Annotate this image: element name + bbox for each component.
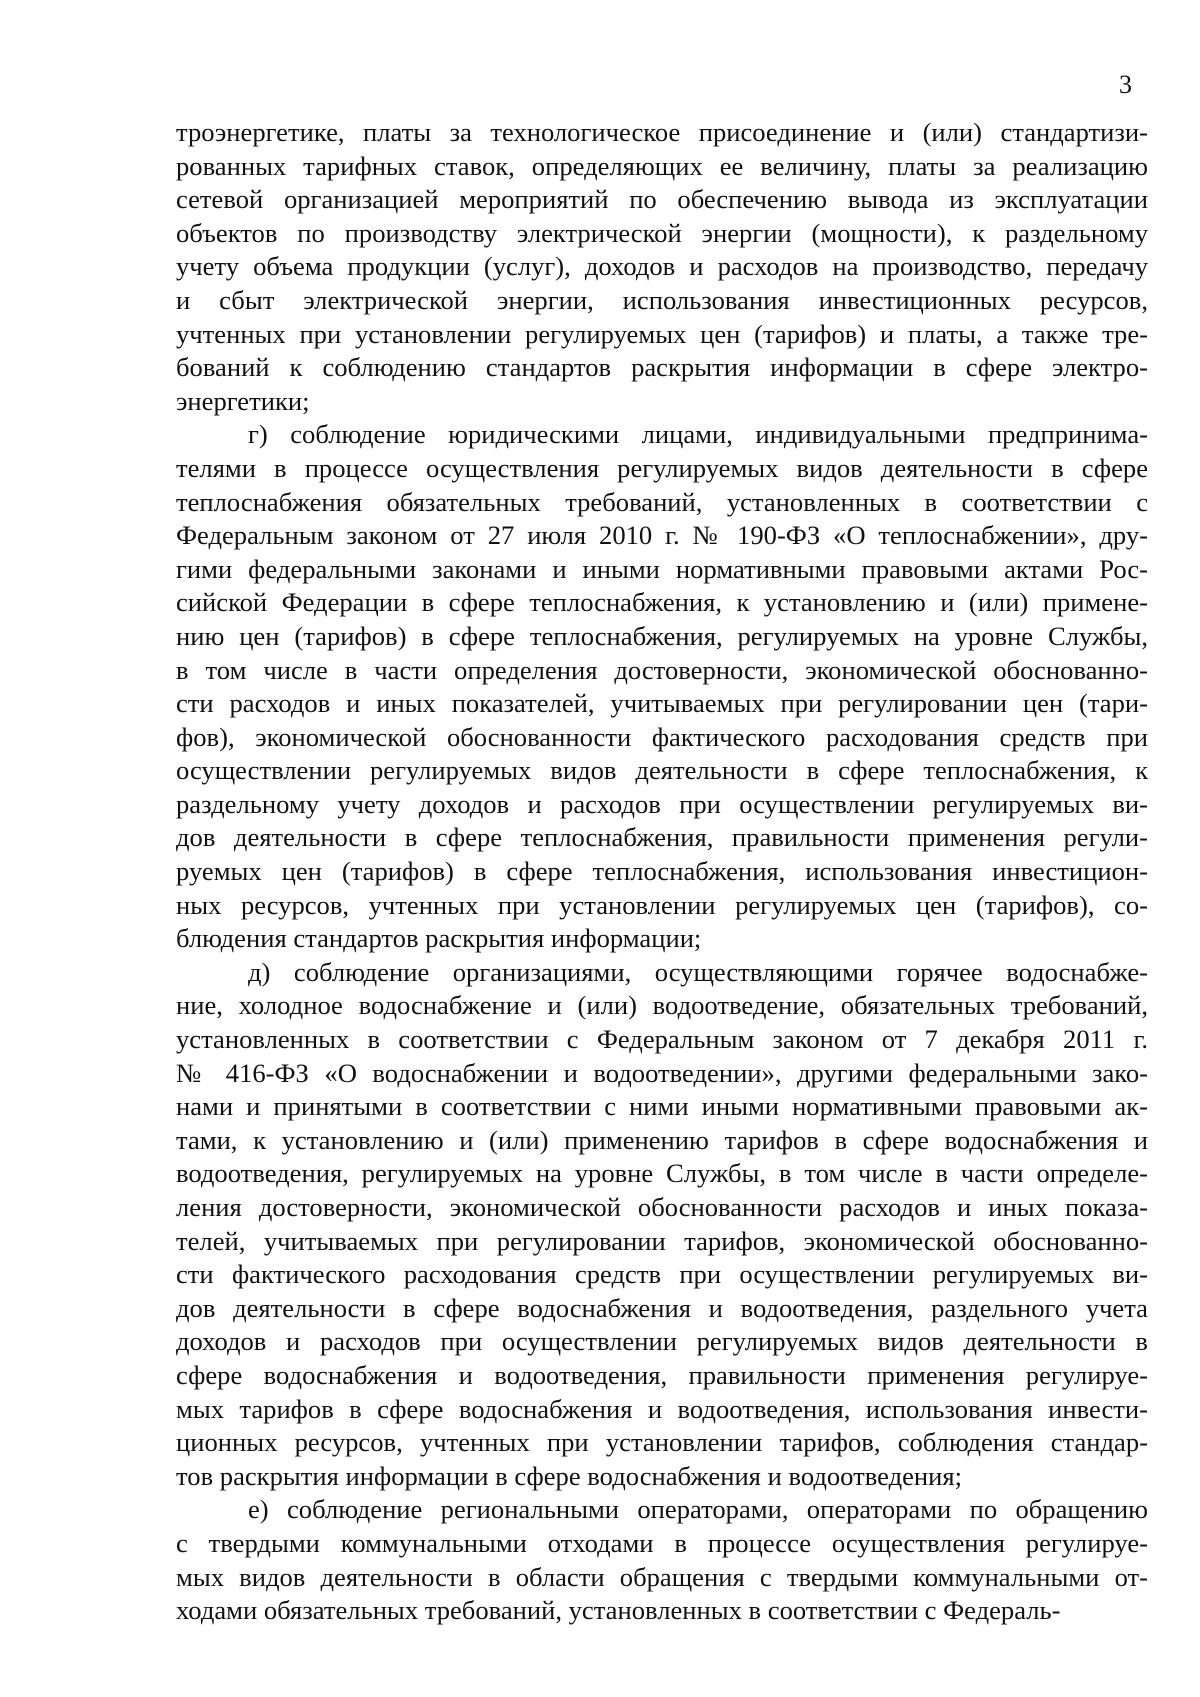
text-line: с твердыми коммунальными отходами в процессе осуществления регулируе- — [176, 1527, 1148, 1558]
text-line: водоотведения, регулируемых на уровне Службы, в том числе в части определе- — [176, 1158, 1148, 1189]
text-line: осуществлении регулируемых видов деятельности в сфере теплоснабжения, к — [176, 755, 1148, 786]
text-line: тами, к установлению и (или) применению тарифов в сфере водоснабжения и — [176, 1124, 1148, 1155]
text-line: тов раскрытия информации в сфере водоснабжения и водоотведения; — [176, 1460, 963, 1491]
text-line: д) соблюдение организациями, осуществляющими горячее водоснабже- — [248, 956, 1148, 987]
text-line: сетевой организацией мероприятий по обеспечению вывода из эксплуатации — [176, 184, 1148, 215]
text-line: в том числе в части определения достоверности, экономической обоснованно- — [176, 654, 1148, 685]
text-line: телями в процессе осуществления регулируемых видов деятельности в сфере — [176, 452, 1148, 483]
document-body — [176, 116, 1148, 1628]
page-number: 3 — [1119, 70, 1132, 99]
paragraph-item-d — [176, 956, 1148, 1494]
text-line: теплоснабжения обязательных требований, установленных в соответствии с — [176, 486, 1148, 517]
text-line: ления достоверности, экономической обоснованности расходов и иных показа- — [176, 1192, 1148, 1222]
text-line: Федеральным законом от 27 июля 2010 г. № 190-ФЗ «О теплоснабжении», дру- — [176, 520, 1148, 551]
text-line: бований к соблюдению стандартов раскрытия информации в сфере электро- — [176, 352, 1148, 383]
text-line: г) соблюдение юридическими лицами, индивидуальными предпринима- — [248, 419, 1148, 450]
text-line: объектов по производству электрической энергии (мощности), к раздельному — [176, 217, 1148, 248]
text-line: сийской Федерации в сфере теплоснабжения, к установлению и (или) примене- — [176, 587, 1148, 618]
text-line: нами и принятыми в соответствии с ними иными нормативными правовыми ак- — [176, 1091, 1148, 1122]
text-line: ние, холодное водоснабжение и (или) водоотведение, обязательных требований, — [176, 990, 1148, 1021]
text-line: сти расходов и иных показателей, учитываемых при регулировании цен (тари- — [176, 688, 1148, 719]
text-line: мых тарифов в сфере водоснабжения и водоотведения, использования инвести- — [176, 1393, 1148, 1424]
text-line: дов деятельности в сфере водоснабжения и водоотведения, раздельного учета — [176, 1292, 1148, 1323]
text-line: сфере водоснабжения и водоотведения, правильности применения регулируе- — [176, 1359, 1148, 1390]
text-line: энергетики; — [176, 385, 310, 416]
text-line: фов), экономической обоснованности фактического расходования средств при — [176, 721, 1148, 752]
paragraph-item-g — [176, 418, 1148, 956]
text-line: № 416-ФЗ «О водоснабжении и водоотведении», другими федеральными зако- — [176, 1057, 1148, 1088]
text-line: телей, учитываемых при регулировании тарифов, экономической обоснованно- — [176, 1225, 1148, 1256]
paragraph-continuation — [176, 116, 1148, 418]
text-line: доходов и расходов при осуществлении регулируемых видов деятельности в — [176, 1326, 1148, 1357]
paragraph-item-e — [176, 1493, 1148, 1627]
text-line: мых видов деятельности в области обращения с твердыми коммунальными от- — [176, 1561, 1148, 1592]
text-line: руемых цен (тарифов) в сфере теплоснабжения, использования инвестицион- — [176, 856, 1148, 887]
text-line: ционных ресурсов, учтенных при установлении тарифов, соблюдения стандар- — [176, 1427, 1148, 1458]
text-line: е) соблюдение региональными операторами, операторами по обращению — [248, 1494, 1148, 1525]
text-line: дов деятельности в сфере теплоснабжения, правильности применения регули- — [176, 822, 1148, 853]
text-line: учету объема продукции (услуг), доходов и расходов на производство, передачу — [176, 251, 1148, 282]
text-line: раздельному учету доходов и расходов при осуществлении регулируемых ви- — [176, 788, 1148, 819]
text-line: троэнергетике, платы за технологическое присоединение и (или) стандартизи- — [176, 117, 1148, 147]
text-line: гими федеральными законами и иными нормативными правовыми актами Рос- — [176, 553, 1148, 584]
text-line: рованных тарифных ставок, определяющих ее величину, платы за реализацию — [176, 150, 1148, 181]
text-line: и сбыт электрической энергии, использования инвестиционных ресурсов, — [176, 284, 1148, 315]
text-line: ных ресурсов, учтенных при установлении регулируемых цен (тарифов), со- — [176, 889, 1148, 920]
text-line: учтенных при установлении регулируемых цен (тарифов) и платы, а также тре- — [176, 318, 1148, 349]
text-line: блюдения стандартов раскрытия информации; — [176, 923, 702, 954]
text-line: сти фактического расходования средств при осуществлении регулируемых ви- — [176, 1259, 1148, 1290]
text-line: установленных в соответствии с Федеральным законом от 7 декабря 2011 г. — [176, 1024, 1148, 1055]
text-line: ходами обязательных требований, установленных в соответствии с Федераль- — [176, 1595, 1061, 1626]
text-line: нию цен (тарифов) в сфере теплоснабжения, регулируемых на уровне Службы, — [176, 620, 1148, 651]
